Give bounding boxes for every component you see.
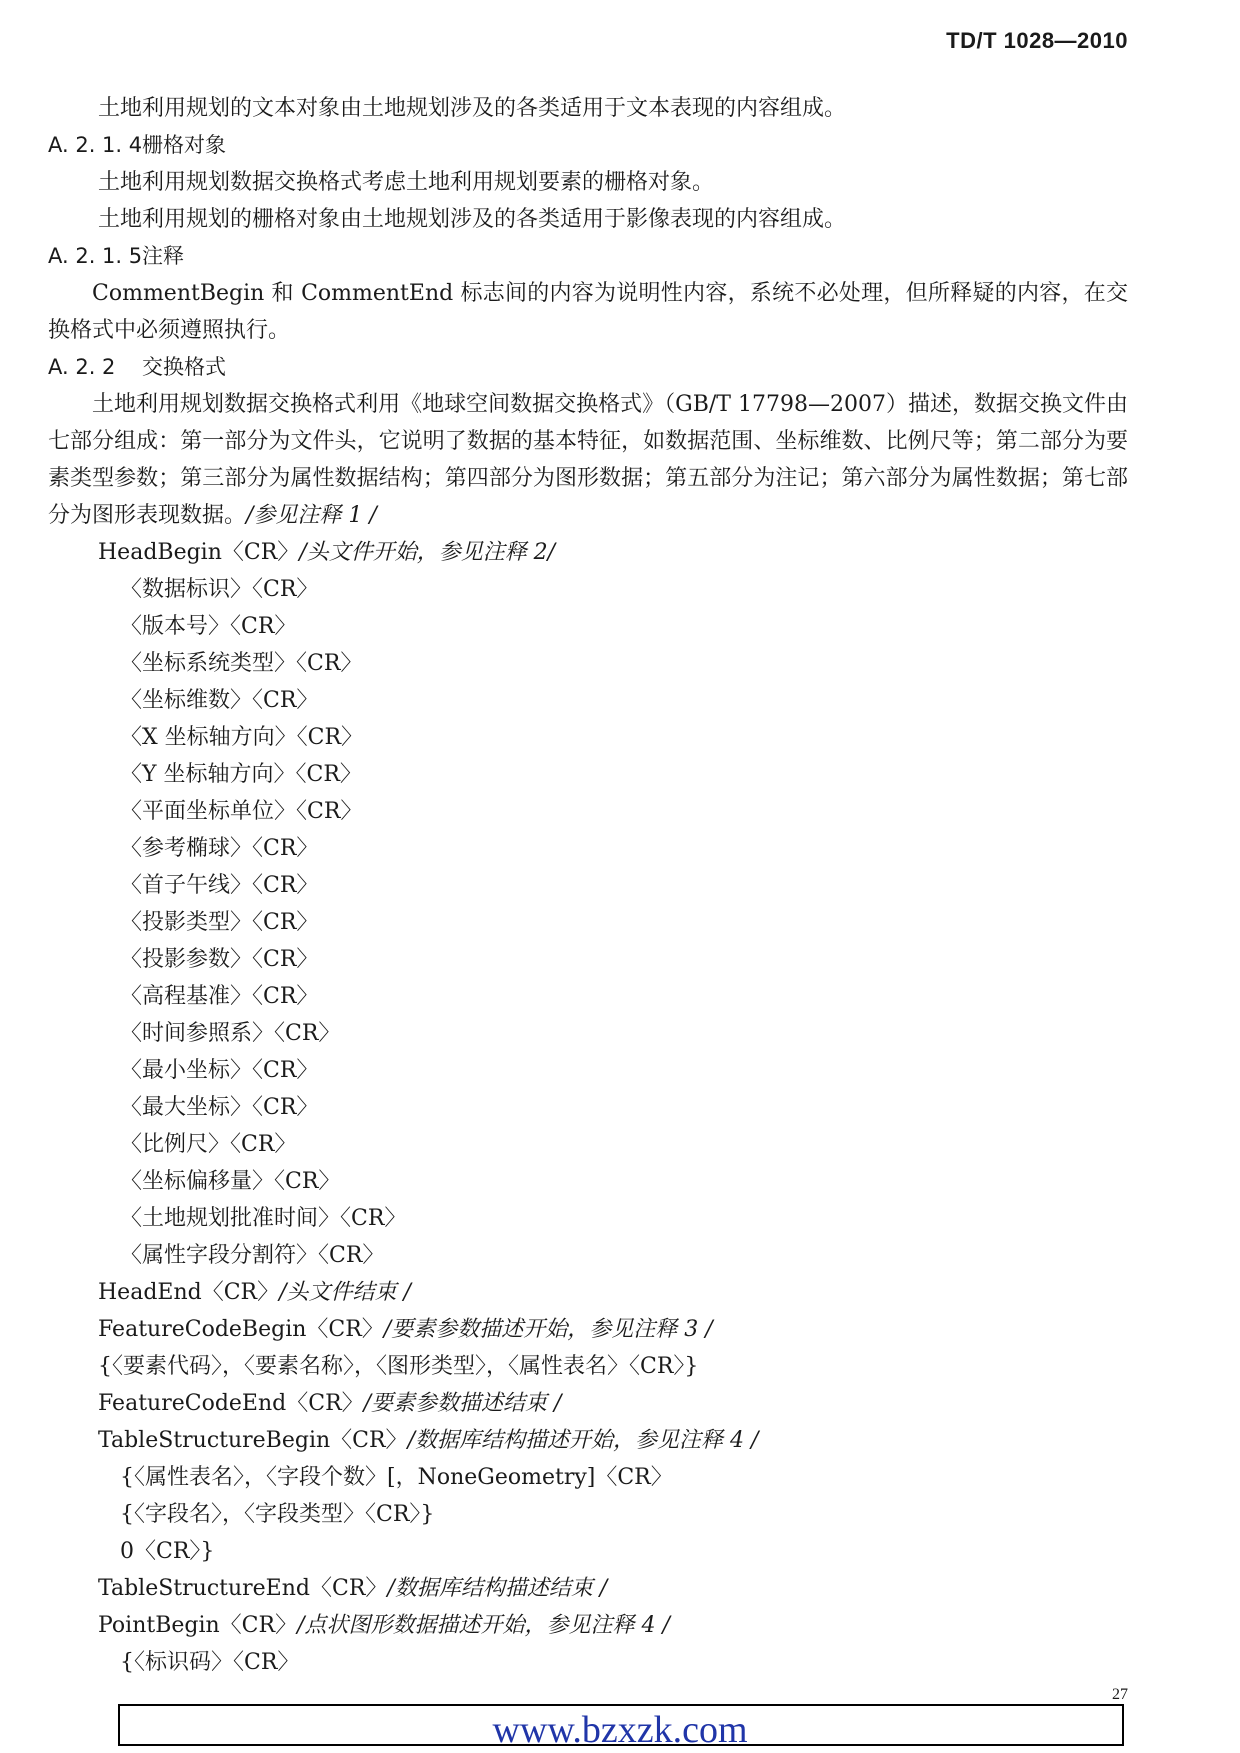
code-keyword: HeadBegin〈CR〉 xyxy=(98,540,300,565)
code-line xyxy=(48,1422,1128,1459)
page-number: 27 xyxy=(1112,1686,1128,1703)
code-keyword: TableStructureBegin〈CR〉 xyxy=(98,1428,408,1453)
code-line xyxy=(48,1385,1128,1422)
section-title: 注释 xyxy=(142,244,184,268)
code-comment: /头文件结束 / xyxy=(279,1280,411,1305)
code-comment: /要素参数描述开始，参见注释 3 / xyxy=(383,1317,713,1342)
head-field-line: 〈首子午线〉〈CR〉 xyxy=(120,873,319,898)
section-heading-a22 xyxy=(48,349,1128,386)
paragraph-text: 土地利用规划数据交换格式利用《地球空间数据交换格式》（GB/T 17798—2007）描述，数据交换文件由七部分组成：第一部分为文件头，它说明了数据的基本特征，如数据范围、坐标维数、比例尺等；第二部分为要素类型参数；第三部分为属性数据结构；第四部分为图形数据；第五部分为注记；第六部分为属性数据；第七部分为图形表现数据。 xyxy=(48,392,1128,528)
code-line: {〈属性表名〉，〈字段个数〉[，NoneGeometry]〈CR〉 xyxy=(120,1465,673,1490)
section-number: A. 2. 2 xyxy=(48,355,116,379)
head-field-line: 〈坐标维数〉〈CR〉 xyxy=(120,688,319,713)
code-line: {〈字段名〉，〈字段类型〉〈CR〉} xyxy=(120,1502,435,1527)
code-comment: /数据库结构描述开始，参见注释 4 / xyxy=(407,1428,759,1453)
head-field-line: 〈最小坐标〉〈CR〉 xyxy=(120,1058,319,1083)
code-line xyxy=(48,1570,1128,1607)
head-field-line: 〈投影类型〉〈CR〉 xyxy=(120,910,319,935)
code-keyword: PointBegin〈CR〉 xyxy=(98,1613,298,1638)
standard-code: TD/T 1028—2010 xyxy=(946,28,1128,53)
head-field-line: 〈属性字段分割符〉〈CR〉 xyxy=(120,1243,385,1268)
footer-url: www.bzxzk.com xyxy=(492,1709,748,1751)
note-reference: /参见注释 1 / xyxy=(246,503,377,528)
head-field-list xyxy=(48,571,1128,1274)
code-comment: /点状图形数据描述开始，参见注释 4 / xyxy=(297,1613,670,1638)
head-field-line: 〈时间参照系〉〈CR〉 xyxy=(120,1021,341,1046)
code-line xyxy=(48,1311,1128,1348)
head-field-line: 〈高程基准〉〈CR〉 xyxy=(120,984,319,1009)
section-title: 交换格式 xyxy=(142,355,226,379)
head-field-line: 〈X 坐标轴方向〉〈CR〉 xyxy=(120,725,364,750)
head-field-line: 〈坐标偏移量〉〈CR〉 xyxy=(120,1169,341,1194)
paragraph: CommentBegin 和 CommentEnd 标志间的内容为说明性内容，系统不必处理，但所释疑的内容，在交换格式中必须遵照执行。 xyxy=(48,281,1128,343)
head-field-line: 〈平面坐标单位〉〈CR〉 xyxy=(120,799,363,824)
paragraph: 土地利用规划的栅格对象由土地规划涉及的各类适用于影像表现的内容组成。 xyxy=(98,207,847,232)
code-line xyxy=(48,1607,1128,1644)
section-number: A. 2. 1. 5 xyxy=(48,244,143,268)
section-heading-a215 xyxy=(48,238,1128,275)
paragraph: 土地利用规划的文本对象由土地规划涉及的各类适用于文本表现的内容组成。 xyxy=(98,96,847,121)
head-field-line: 〈坐标系统类型〉〈CR〉 xyxy=(120,651,363,676)
head-field-line: 〈土地规划批准时间〉〈CR〉 xyxy=(120,1206,407,1231)
section-title: 栅格对象 xyxy=(142,133,226,157)
code-keyword: FeatureCodeBegin〈CR〉 xyxy=(98,1317,384,1342)
code-line xyxy=(48,1274,1128,1311)
code-comment: /要素参数描述结束 / xyxy=(363,1391,562,1416)
code-line: {〈标识码〉〈CR〉 xyxy=(120,1650,300,1675)
code-keyword: FeatureCodeEnd〈CR〉 xyxy=(98,1391,364,1416)
head-field-line: 〈Y 坐标轴方向〉〈CR〉 xyxy=(120,762,362,787)
paragraph xyxy=(48,386,1128,534)
code-keyword: TableStructureEnd〈CR〉 xyxy=(98,1576,388,1601)
head-field-line: 〈版本号〉〈CR〉 xyxy=(120,614,297,639)
head-field-line: 〈比例尺〉〈CR〉 xyxy=(120,1132,297,1157)
code-line: 0〈CR〉} xyxy=(120,1539,215,1564)
head-field-line: 〈投影参数〉〈CR〉 xyxy=(120,947,319,972)
section-heading-a214 xyxy=(48,127,1128,164)
head-field-line: 〈参考椭球〉〈CR〉 xyxy=(120,836,319,861)
section-number: A. 2. 1. 4 xyxy=(48,133,143,157)
code-comment: /头文件开始，参见注释 2/ xyxy=(299,540,556,565)
code-keyword: HeadEnd〈CR〉 xyxy=(98,1280,280,1305)
code-line xyxy=(48,534,1128,571)
head-field-line: 〈数据标识〉〈CR〉 xyxy=(120,577,319,602)
code-line: {〈要素代码〉，〈要素名称〉，〈图形类型〉，〈属性表名〉〈CR〉} xyxy=(98,1354,699,1379)
head-field-line: 〈最大坐标〉〈CR〉 xyxy=(120,1095,319,1120)
code-comment: /数据库结构描述结束 / xyxy=(387,1576,608,1601)
document-body xyxy=(48,90,1128,1681)
paragraph: 土地利用规划数据交换格式考虑土地利用规划要素的栅格对象。 xyxy=(98,170,715,195)
